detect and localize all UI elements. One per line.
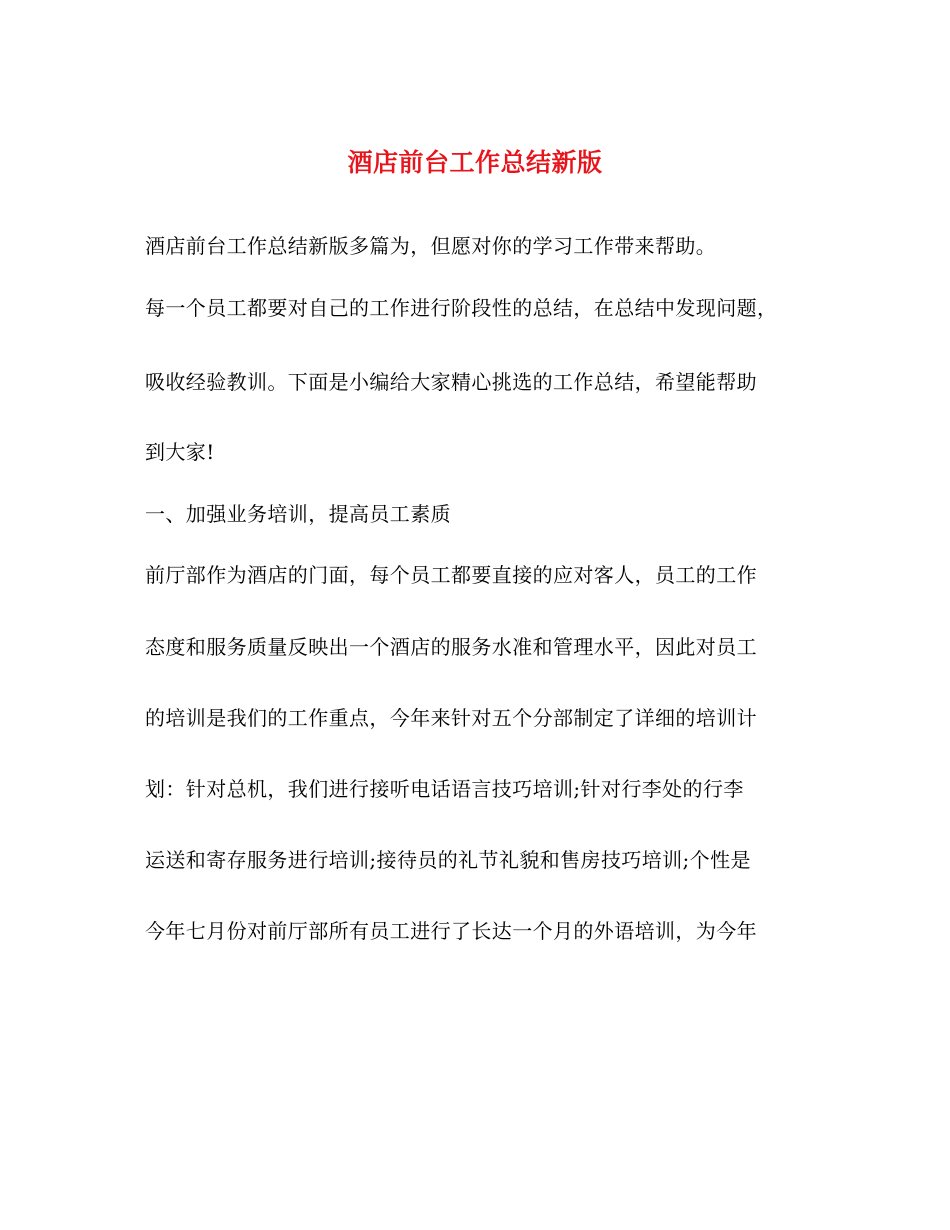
paragraph-line: 每一个员工都要对自己的工作进行阶段性的总结，在总结中发现问题， [145, 296, 778, 320]
paragraph-line: 到大家! [145, 440, 215, 464]
paragraph-line: 前厅部作为酒店的门面，每个员工都要直接的应对客人，员工的工作 [145, 563, 757, 587]
paragraph-line: 吸收经验教训。下面是小编给大家精心挑选的工作总结，希望能帮助 [145, 370, 757, 394]
paragraph-line: 的培训是我们的工作重点，今年来针对五个分部制定了详细的培训计 [145, 706, 757, 730]
paragraph-line: 态度和服务质量反映出一个酒店的服务水准和管理水平，因此对员工 [145, 635, 757, 659]
paragraph-line: 划：针对总机，我们进行接听电话语言技巧培训;针对行李处的行李 [145, 777, 744, 801]
paragraph-intro: 酒店前台工作总结新版多篇为，但愿对你的学习工作带来帮助。 [145, 234, 717, 258]
paragraph-line: 运送和寄存服务进行培训;接待员的礼节礼貌和售房技巧培训;个性是 [145, 848, 751, 872]
paragraph-line: 今年七月份对前厅部所有员工进行了长达一个月的外语培训，为今年 [145, 919, 757, 943]
section-heading: 一、加强业务培训，提高员工素质 [145, 502, 451, 526]
document-title: 酒店前台工作总结新版 [347, 148, 603, 177]
